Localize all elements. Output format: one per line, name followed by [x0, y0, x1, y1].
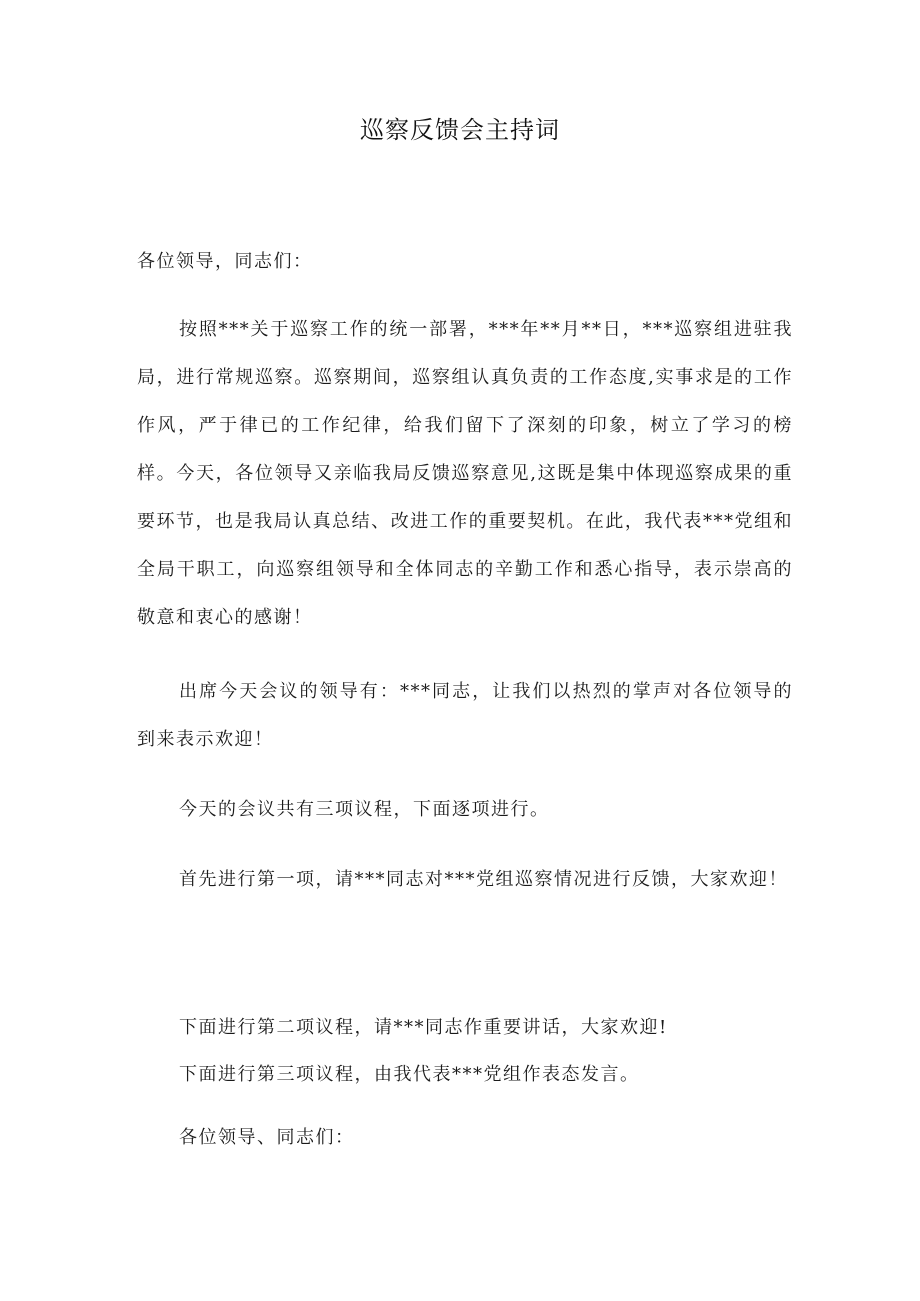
paragraph-attending-leaders: 出席今天会议的领导有：***同志，让我们以热烈的掌声对各位领导的到来表示欢迎！ — [137, 681, 793, 750]
paragraph-second-item: 下面进行第二项议程，请***同志作重要讲话，大家欢迎! — [179, 1017, 668, 1038]
paragraph-third-item: 下面进行第三项议程，由我代表***党组作表态发言。 — [179, 1064, 640, 1085]
document-title: 巡察反馈会主持词 — [360, 116, 560, 144]
paragraph-agenda: 今天的会议共有三项议程，下面逐项进行。 — [179, 799, 550, 820]
salutation: 各位领导，同志们： — [137, 251, 313, 272]
closing-salutation: 各位领导、同志们： — [179, 1127, 355, 1148]
paragraph-first-item: 首先进行第一项，请***同志对***党组巡察情况进行反馈，大家欢迎！ — [179, 869, 788, 890]
paragraph-opening: 按照***关于巡察工作的统一部署，***年**月**日，***巡察组进驻我局，进行常规巡察。巡察期间，巡察组认真负责的工作态度,实事求是的工作作风，严于律已的工作纪律，给我们留下了深刻的印象，树立了学习的榜样。今天，各位领导又亲临我局反馈巡察意见,这既是集中体现巡察成果的重要环节，也是我局认真总结、改进工作的重要契机。在此，我代表***党组和全局干职工，向巡察组领导和全体同志的辛勤工作和悉心指导，表示崇高的敬意和衷心的感谢！ — [137, 319, 793, 628]
